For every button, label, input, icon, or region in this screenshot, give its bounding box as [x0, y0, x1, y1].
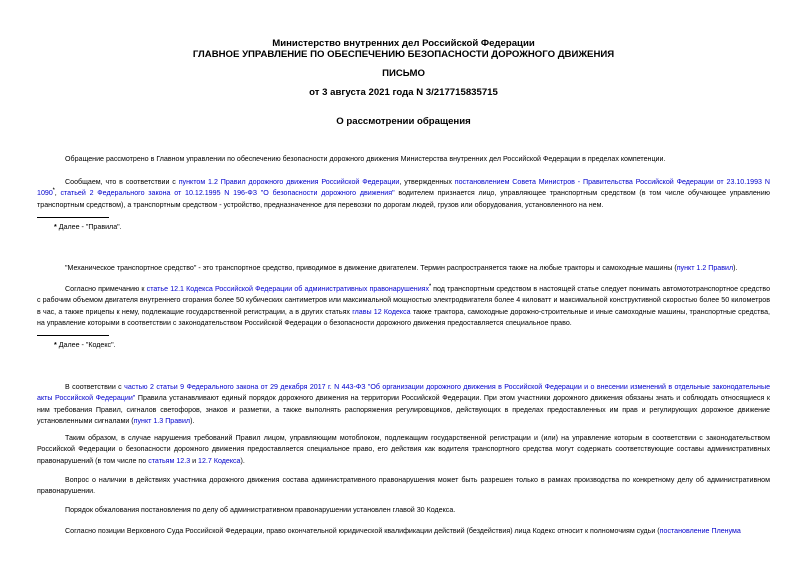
footnote-divider [37, 335, 109, 336]
ministry-name: Министерство внутренних дел Российской Федерации [272, 38, 535, 49]
link-article-12-3[interactable]: статьям 12.3 [148, 456, 191, 465]
link-rules-1-2-b[interactable]: пункт 1.2 Правил [676, 264, 734, 272]
paragraph-2: Сообщаем, что в соответствии с пунктом 1.2 Правил дорожного движения Российской Федерации, утвержденных постановлением Совета Министров - Правительства Российской Федерации от 23.10.1993 N 1090*, статьей 2 Федерального закона от 10.12.1995 N 196-ФЗ "О безопасности дорожного движения" водителем признается лицо, управляющее транспортным средством (в том числе обучающее управлению транспортным средством), а транспортным средством - устройство, предназначенное для перевозки по дорогам людей, грузов или оборудования, установленного на нем. [37, 178, 770, 209]
paragraph-3: "Механическое транспортное средство" - это транспортное средство, приводимое в движение двигателем. Термин распространяется также на любые тракторы и самоходные машины (пункт 1.2 Правил). [65, 264, 738, 272]
document-type: ПИСЬМО [382, 68, 425, 79]
link-rules-1-2[interactable]: пунктом 1.2 Правил дорожного движения Российской Федерации [178, 178, 400, 186]
link-federal-law-443[interactable]: частью 2 статьи 9 Федерального закона от 29 декабря 2017 г. N 443-ФЗ "Об организации дорожного движения в Российской Федерации и о внесении изменений в отдельные законодательные акты Российской Федерации" [37, 383, 771, 403]
footnote-1: * Далее - "Правила". [54, 223, 122, 231]
link-federal-law-196[interactable]: статьей 2 Федерального закона от 10.12.1995 N 196-ФЗ "О безопасности дорожного движения" [60, 189, 395, 198]
paragraph-7: Вопрос о наличии в действиях участника дорожного движения состава административного правонарушения может быть разрешен только в рамках производства по конкретному делу об административном правонарушении. [37, 476, 770, 496]
link-plenum-decree[interactable]: постановление Пленума [659, 527, 741, 535]
paragraph-5: В соответствии с частью 2 статьи 9 Федерального закона от 29 декабря 2017 г. N 443-ФЗ "Об организации дорожного движения в Российской Федерации и о внесении изменений в отдельные законодательные акты Российской Федерации" Правила устанавливают единый порядок дорожного движения на территории Российской Федерации. При этом участники дорожного движения обязаны знать и соблюдать относящиеся к ним требования Правил, сигналов светофоров, знаков и разметки, а также выполнять распоряжения регулировщиков, действующих в пределах предоставленных им прав и регулирующих дорожное движение установленными сигналами (пункт 1.3 Правил). [37, 383, 771, 426]
footnote-2: * Далее - "Кодекс". [54, 341, 116, 349]
paragraph-4: Согласно примечанию к статье 12.1 Кодекса Российской Федерации об административных правонарушениях* под транспортным средством в настоящей статье следует понимать автомототранспортное средство с рабочим объемом двигателя внутреннего сгорания более 50 кубических сантиметров или максимальной мощностью электродвигателя более 4 киловатт и максимальной конструктивной скоростью более 50 километров в час, а также прицепы к нему, подлежащие государственной регистрации, а в других статьях главы 12 Кодекса также трактора, самоходные дорожно-строительные и иные самоходные машины, транспортные средства, на управление которыми в соответствии с законодательством Российской Федерации о безопасности дорожного движения предоставляется специальное право. [37, 283, 771, 328]
document-date: от 3 августа 2021 года N 3/217715835715 [309, 87, 498, 98]
footnote-mark: * [52, 188, 55, 195]
paragraph-6: Таким образом, в случае нарушения требований Правил лицом, управляющим мотоблоком, подлежащим государственной регистрации и (или) на управление которым в соответствии с законодательством Российской Федерации о безопасности дорожного движения предоставляется специальное право, его действия как водителя транспортного средства могут содержать соответствующие составы административных правонарушений (в том числе по статьям 12.3 и 12.7 Кодекса). [37, 434, 770, 465]
footnote-mark: * [429, 283, 432, 290]
link-chapter-12[interactable]: главы 12 Кодекса [352, 307, 411, 316]
footnote-divider [37, 217, 109, 218]
link-article-12-7[interactable]: 12.7 Кодекса [198, 456, 241, 465]
paragraph-8: Порядок обжалования постановления по делу об административном правонарушении установлен главой 30 Кодекса. [65, 506, 456, 514]
link-rules-1-3[interactable]: пункт 1.3 Правил [133, 417, 191, 426]
document-subject: О рассмотрении обращения [336, 116, 471, 127]
paragraph-9: Согласно позиции Верховного Суда Российской Федерации, право окончательной юридической квалификации действий (бездействия) лица Кодекс относит к полномочиям судьи (постановление Пленума [65, 527, 741, 535]
link-article-12-1[interactable]: статье 12.1 Кодекса Российской Федерации об административных правонарушениях [146, 285, 430, 293]
department-name: ГЛАВНОЕ УПРАВЛЕНИЕ ПО ОБЕСПЕЧЕНИЮ БЕЗОПАСНОСТИ ДОРОЖНОГО ДВИЖЕНИЯ [192, 49, 615, 60]
link-government-decree[interactable]: постановлением Совета Министров - Правительства Российской Федерации от 23.10.1993 N 1090 [37, 178, 770, 198]
paragraph-1: Обращение рассмотрено в Главном управлении по обеспечению безопасности дорожного движения Министерства внутренних дел Российской Федерации в пределах компетенции. [65, 155, 666, 163]
